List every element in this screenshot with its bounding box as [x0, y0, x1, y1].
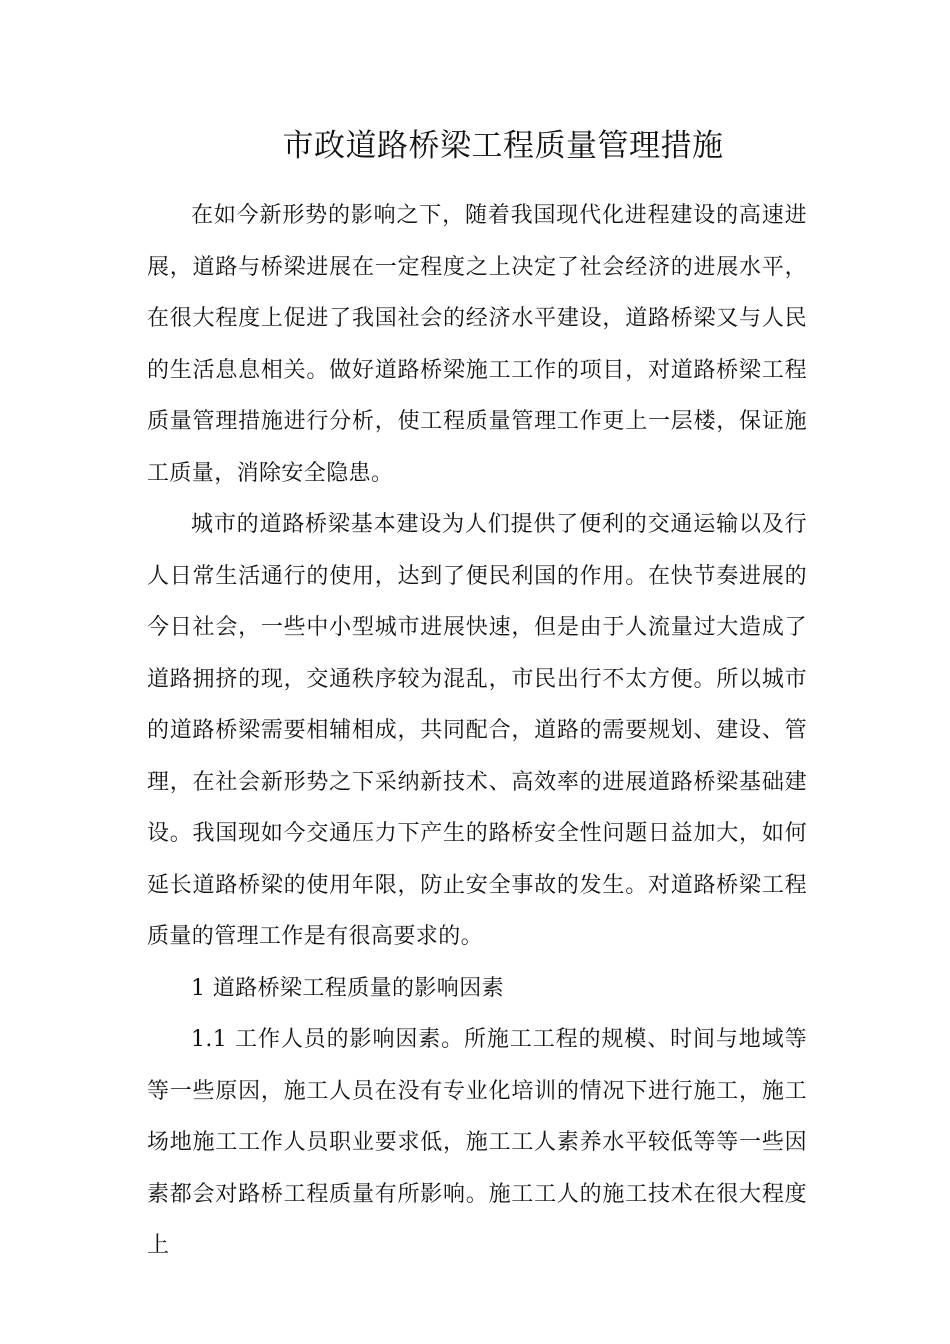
paragraph-intro: 在如今新形势的影响之下，随着我国现代化进程建设的高速进展，道路与桥梁进展在一定程度之上决定了社会经济的进展水平，在很大程度上促进了我国社会的经济水平建设，道路桥梁又与人民的生活息息相关。做好道路桥梁施工工作的项目，对道路桥梁工程质量管理措施进行分析，使工程质量管理工作更上一层楼，保证施工质量，消除安全隐患。 — [147, 203, 807, 486]
paragraph-city-roads: 城市的道路桥梁基本建设为人们提供了便利的交通运输以及行人日常生活通行的使用，达到了便民利国的作用。在快节奏进展的今日社会，一些中小型城市进展快速，但是由于人流量过大造成了道路拥挤的现，交通秩序较为混乱，市民出行不太方便。所以城市的道路桥梁需要相辅相成，共同配合，道路的需要规划、建设、管理，在社会新形势之下采纳新技术、高效率的进展道路桥梁基础建设。我国现如今交通压力下产生的路桥安全性问题日益加大，如何延长道路桥梁的使用年限，防止安全事故的发生。对道路桥梁工程质量的管理工作是有很高要求的。 — [147, 512, 807, 949]
document-title: 市政道路桥梁工程质量管理措施 — [282, 128, 724, 164]
paragraph-section-1-1: 1.1 工作人员的影响因素。所施工工程的规模、时间与地域等等一些原因，施工人员在没有专业化培训的情况下进行施工，施工场地施工工作人员职业要求低，施工工人素养水平较低等等一些因素都会对路桥工程质量有所影响。施工工人的施工技术在很大程度上 — [147, 1027, 807, 1258]
section-heading-1: 1 道路桥梁工程质量的影响因素 — [191, 975, 504, 1001]
document-body — [147, 190, 807, 1272]
